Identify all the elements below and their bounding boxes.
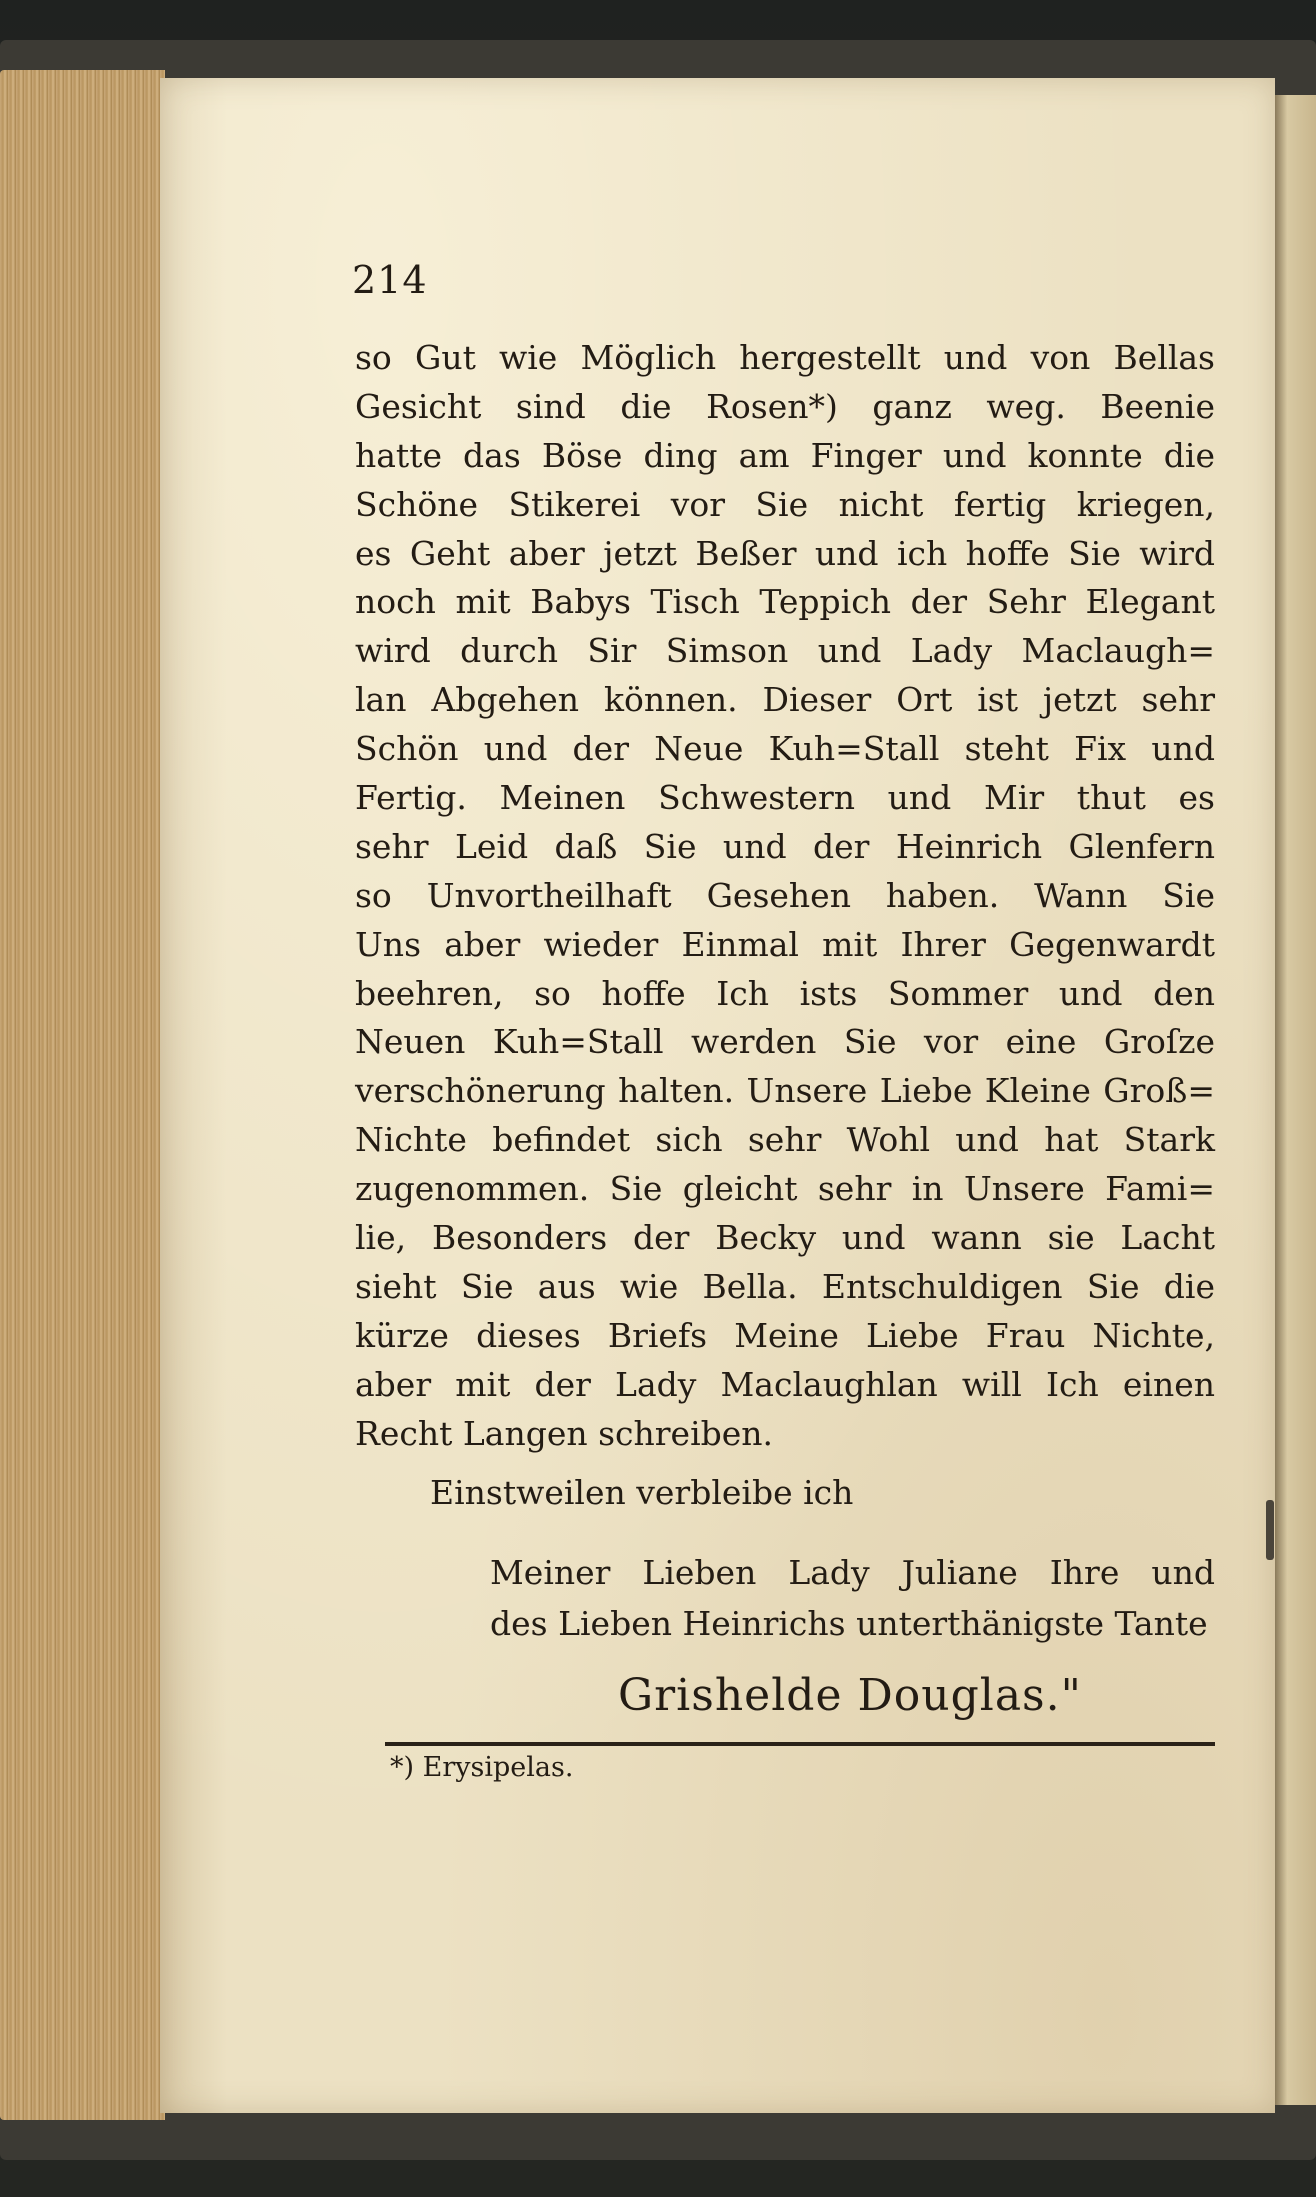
text-line: kürze dieses Briefs Meine Liebe Frau Nichte, xyxy=(355,1315,1215,1355)
text-line: Schöne Stikerei vor Sie nicht fertig kriegen, xyxy=(355,484,1215,524)
footnote-rule xyxy=(385,1742,1215,1746)
page-number: 214 xyxy=(352,258,428,302)
text-line: verschönerung halten. Unsere Liebe Kleine Groß= xyxy=(355,1071,1215,1111)
text-line: noch mit Babys Tisch Teppich der Sehr Elegant xyxy=(355,582,1215,622)
text-line: wird durch Sir Simson und Lady Maclaugh= xyxy=(355,631,1215,671)
signature-line-1: Meiner Lieben Lady Juliane Ihre und xyxy=(490,1553,1215,1592)
signature-line-2: des Lieben Heinrichs unterthänigste Tante xyxy=(490,1604,1208,1643)
page-edges xyxy=(0,70,165,2120)
text-line: lan Abgehen können. Dieser Ort ist jetzt sehr xyxy=(355,680,1215,720)
text-line: sieht Sie aus wie Bella. Entschuldigen Sie die xyxy=(355,1266,1215,1306)
text-line: lie, Besonders der Becky und wann sie Lacht xyxy=(355,1218,1215,1258)
text-line: Schön und der Neue Kuh=Stall steht Fix und xyxy=(355,729,1215,769)
letter-closing: Einstweilen verbleibe ich xyxy=(430,1473,854,1512)
text-line: Recht Langen schreiben. xyxy=(355,1413,774,1453)
text-line: Neuen Kuh=Stall werden Sie vor eine Groſze xyxy=(355,1022,1215,1062)
text-line: es Geht aber jetzt Beßer und ich hoffe Sie wird xyxy=(355,533,1215,573)
text-line: Gesicht sind die Rosen*) ganz weg. Beenie xyxy=(355,386,1215,426)
text-line: aber mit der Lady Maclaughlan will Ich einen xyxy=(355,1364,1215,1404)
footnote: *) Erysipelas. xyxy=(390,1752,574,1783)
text-line: zugenommen. Sie gleicht sehr in Unsere Fami= xyxy=(355,1169,1215,1209)
letter-body xyxy=(355,334,1215,1458)
gutter-mark xyxy=(1266,1500,1274,1560)
text-line: Fertig. Meinen Schwestern und Mir thut es xyxy=(355,778,1215,818)
text-line: sehr Leid daß Sie und der Heinrich Glenfern xyxy=(355,826,1215,866)
signature-name: Grishelde Douglas." xyxy=(618,1670,1082,1721)
text-line: Uns aber wieder Einmal mit Ihrer Gegenwardt xyxy=(355,924,1215,964)
text-line: so Unvortheilhaft Gesehen haben. Wann Sie xyxy=(355,875,1215,915)
text-line: Nichte befindet sich sehr Wohl und hat Stark xyxy=(355,1120,1215,1160)
text-line: so Gut wie Möglich hergestellt und von Bellas xyxy=(355,338,1215,377)
text-line: beehren, so hoffe Ich ists Sommer und den xyxy=(355,973,1215,1013)
facing-page-edge xyxy=(1275,95,1316,2105)
text-line: hatte das Böse ding am Finger und konnte die xyxy=(355,435,1215,475)
